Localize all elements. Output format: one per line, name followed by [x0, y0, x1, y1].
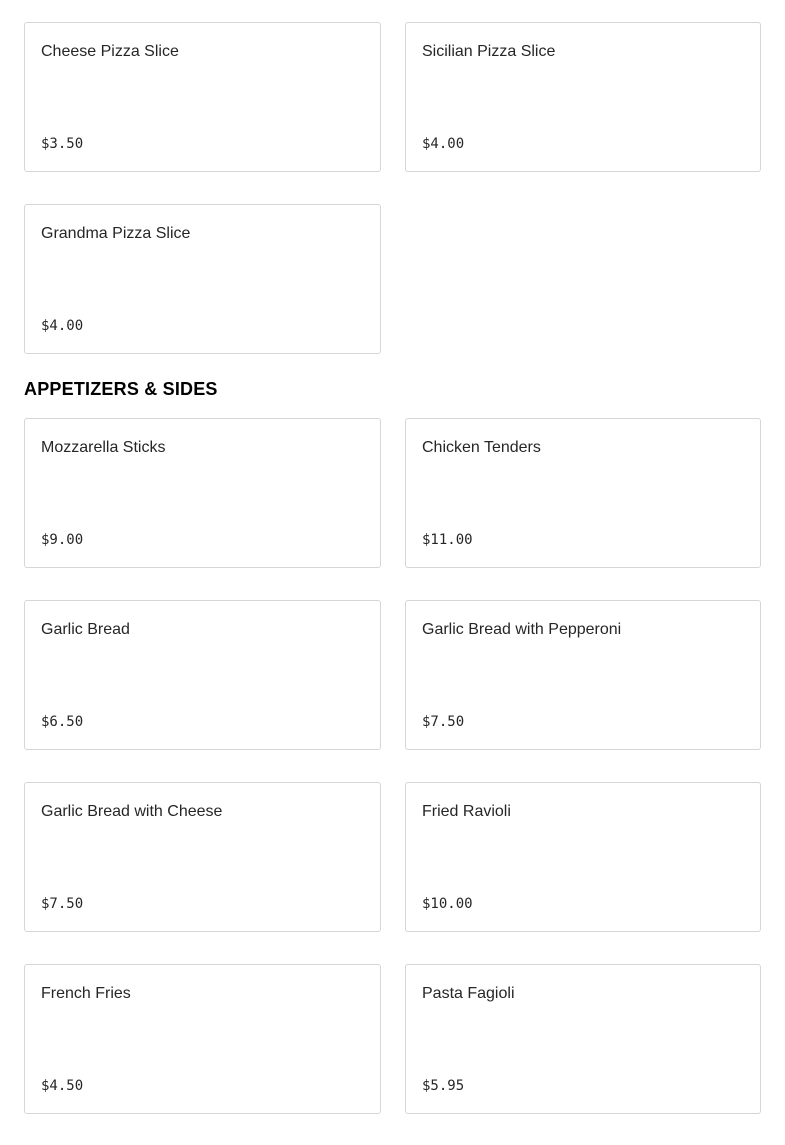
menu-item-price: $4.00: [41, 318, 84, 334]
menu-item-price: $4.00: [422, 136, 465, 152]
menu-item-price: $6.50: [41, 714, 84, 730]
menu-item-card[interactable]: [24, 22, 381, 172]
menu-item-card[interactable]: [24, 418, 381, 568]
menu-item-card[interactable]: [24, 964, 381, 1114]
menu-item-name: Garlic Bread with Pepperoni: [422, 621, 622, 638]
menu-item-card[interactable]: [405, 418, 761, 568]
menu-item-card[interactable]: [405, 22, 761, 172]
menu-item-name: Garlic Bread: [41, 621, 130, 638]
menu-item-price: $3.50: [41, 136, 84, 152]
section-heading-appetizers: APPETIZERS & SIDES: [24, 379, 218, 399]
menu-item-name: Cheese Pizza Slice: [41, 43, 179, 60]
menu-item-price: $10.00: [422, 896, 473, 912]
pizza-slices-grid: [24, 22, 761, 354]
menu-item-price: $7.50: [422, 714, 465, 730]
menu-item-name: Sicilian Pizza Slice: [422, 43, 556, 60]
appetizers-grid: [24, 418, 761, 1114]
menu-item-card[interactable]: [24, 600, 381, 750]
menu-item-price: $5.95: [422, 1078, 465, 1094]
menu-item-card[interactable]: [24, 782, 381, 932]
menu-item-card[interactable]: [24, 204, 381, 354]
menu-item-name: Garlic Bread with Cheese: [41, 803, 223, 820]
menu-item-name: Pasta Fagioli: [422, 985, 515, 1002]
menu-item-name: Grandma Pizza Slice: [41, 225, 191, 242]
menu-item-price: $4.50: [41, 1078, 84, 1094]
menu-item-price: $7.50: [41, 896, 84, 912]
menu-item-name: Chicken Tenders: [422, 439, 541, 456]
menu-item-card[interactable]: [405, 964, 761, 1114]
menu-item-name: French Fries: [41, 985, 131, 1002]
menu-item-name: Mozzarella Sticks: [41, 439, 166, 456]
menu-item-card[interactable]: [405, 782, 761, 932]
menu-item-price: $11.00: [422, 532, 473, 548]
menu-item-card[interactable]: [405, 600, 761, 750]
menu-item-price: $9.00: [41, 532, 84, 548]
menu-item-name: Fried Ravioli: [422, 803, 511, 820]
